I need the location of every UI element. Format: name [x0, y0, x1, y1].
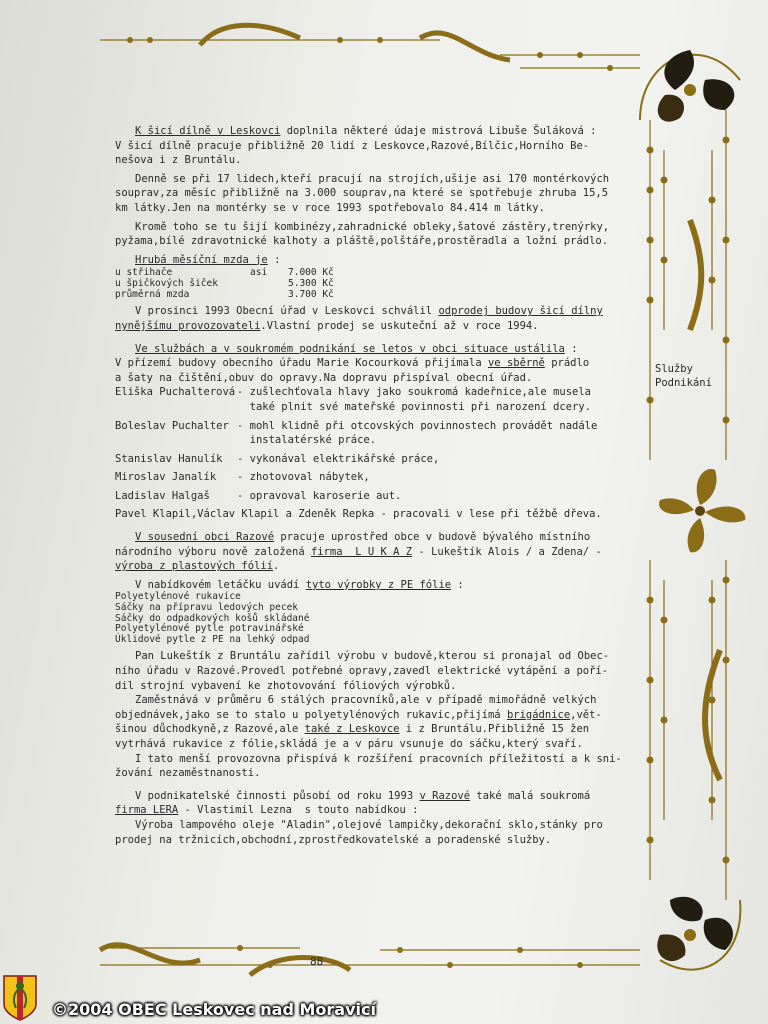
list-item: Ladislav Halgaš - opravoval karoserie aut.: [115, 489, 402, 502]
page-number: 88: [310, 955, 324, 968]
text-line: Pavel Klapil,Václav Klapil a Zdeněk Repka - pracovali v lese při těžbě dřeva.: [115, 508, 602, 521]
text-line: ního úřadu v Razové.Provedl potřebné opravy,zavedl elektrické vytápění a poří-: [115, 665, 609, 677]
list-item: Polyetylénové rukavice: [115, 591, 241, 603]
text-line: nešova i z Bruntálu.: [115, 154, 242, 167]
text-line: V šicí dílně pracuje přibližně 20 lidí z Leskovce,Razové,Bílčic,Horního Be-: [115, 139, 590, 152]
footer-watermark: [0, 996, 768, 1024]
wage-row: průměrná mzda 3.700 Kč: [115, 289, 334, 301]
text-line: Pan Lukeštík z Bruntálu zařídil výrobu v budově,kterou si pronajal od Obec-: [135, 650, 610, 663]
margin-note: [655, 362, 735, 390]
wage-heading: Hrubá měsíční mzda je :: [135, 253, 281, 266]
village-coat-of-arms-icon: [2, 974, 38, 1022]
list-item: Sáčky do odpadkových košů skládané: [115, 612, 310, 624]
text-line: pyžama,bílé zdravotnické kalhoty a pláště,polštáře,prostěradla a ložní prádlo.: [115, 235, 609, 248]
text-line: Výroba lampového oleje "Aladin",olejové lampičky,dekorační sklo,stánky pro: [135, 818, 603, 831]
text-line: firma LERA - Vlastimil Lezna s touto nabídkou :: [115, 804, 419, 817]
list-item: Úklidové pytle z PE na lehký odpad: [115, 633, 310, 645]
text-line: V sousední obci Razové pracuje uprostřed obce v budově bývalého místního: [135, 531, 591, 544]
services-heading: Ve službách a v soukromém podnikání se letos v obci situace ustálila :: [135, 342, 578, 355]
text-line: Zaměstnává v průměru 6 stálých pracovníků,ale v případě mimořádně velkých: [135, 694, 597, 707]
margin-note-business: Podnikání: [655, 377, 712, 389]
sewing-heading: K šicí dílně v Leskovci: [135, 125, 281, 137]
margin-note-services: Služby: [655, 363, 693, 375]
entrepreneur-list: [115, 385, 645, 503]
wage-row: u špičkových šiček 5.300 Kč: [115, 278, 334, 290]
text-line: nynějšímu provozovateli.Vlastní prodej se uskuteční až v roce 1994.: [115, 319, 539, 332]
text-line: šinou důchodkyně,z Razové,ale také z Leskovce i z Bruntálu.Přibližně 15 žen: [115, 723, 590, 736]
list-item: Stanislav Hanulík - vykonával elektrikářské práce,: [115, 452, 440, 465]
text-line: objednávek,jako se to stalo u polyetylénových rukavic,přijímá brigádnice,vět-: [115, 708, 602, 721]
text-line: V podnikatelské činnosti působí od roku 1993 v Razové také malá soukromá: [135, 789, 591, 802]
document-body: [115, 124, 645, 847]
list-item: Miroslav Janalík - zhotovoval nábytek,: [115, 471, 370, 484]
top-right-flower-ornament: [640, 50, 740, 122]
text-line: V prosinci 1993 Obecní úřad v Leskovci schválil odprodej budovy šicí dílny: [135, 305, 603, 318]
wage-list: [115, 267, 645, 300]
text-line: V nabídkovém letáčku uvádí tyto výrobky z PE fólie :: [135, 578, 464, 591]
list-item: Boleslav Puchalter - mohl klidně při otcovských povinnostech provádět nadále instalatérské práce.: [115, 419, 598, 447]
middle-right-flower-ornament: [659, 469, 745, 552]
text-line: žování nezaměstnanosti.: [115, 767, 261, 780]
list-item: Eliška Puchalterová - zušlechťovala hlavy jako soukromá kadeřnice,ale musela také plnit své mateřské povinnosti při narození dcery.: [115, 386, 592, 413]
copyright-credit: ©2004 OBEC Leskovec nad Moravicí: [52, 1000, 376, 1019]
text-line: prodej na tržnicích,obchodní,zprostředkovatelské a poradenské služby.: [115, 833, 552, 846]
paragraph-sewing-intro: K šicí dílně v Leskovci doplnila některé údaje mistrová Libuše Šuláková :: [115, 124, 645, 139]
top-border-ornament: [100, 25, 640, 68]
text-line: a šaty na čištění,obuv do opravy.Na dopravu přispíval obecní úřad.: [115, 371, 533, 384]
text-line: km látky.Jen na montérky se v roce 1993 spotřebovalo 84.414 m látky.: [115, 201, 545, 214]
text-line: V přízemí budovy obecního úřadu Marie Kocourková přijímala ve sběrně prádlo: [115, 357, 590, 370]
text-line: dil strojní vybavení ke zhotovování fóliových výrobků.: [115, 679, 457, 692]
list-item: Sáčky na přípravu ledových pecek: [115, 602, 299, 614]
text-line: Denně se při 17 lidech,kteří pracují na strojích,ušije asi 170 montérkových: [135, 172, 610, 185]
text-line: souprav,za měsíc přibližně na 3.000 souprav,na které se spotřebuje zhruba 15,5: [115, 187, 609, 200]
text-line: I tato menší provozovna přispívá k rozšíření pracovních příležitostí a k sni-: [135, 752, 622, 765]
text-line: Kromě toho se tu šijí kombinézy,zahradnické obleky,šatové zástěry,trenýrky,: [135, 220, 610, 233]
text-line: národního výboru nově založená firma L U K A Z - Lukeštík Alois / a Zdena/ -: [115, 545, 602, 558]
bottom-right-flower-ornament: [657, 897, 740, 970]
text-line: výroba z plastových fólií.: [115, 560, 280, 573]
bottom-border-ornament: [100, 945, 640, 975]
wage-row: u střihače asi 7.000 Kč: [115, 267, 334, 279]
product-list: [115, 592, 645, 645]
list-item: Polyetylénové pytle potravinářské: [115, 623, 304, 635]
text-line: vytrhává rukavice z fólie,skládá je a v páru vsunuje do sáčku,který svaří.: [115, 737, 583, 750]
